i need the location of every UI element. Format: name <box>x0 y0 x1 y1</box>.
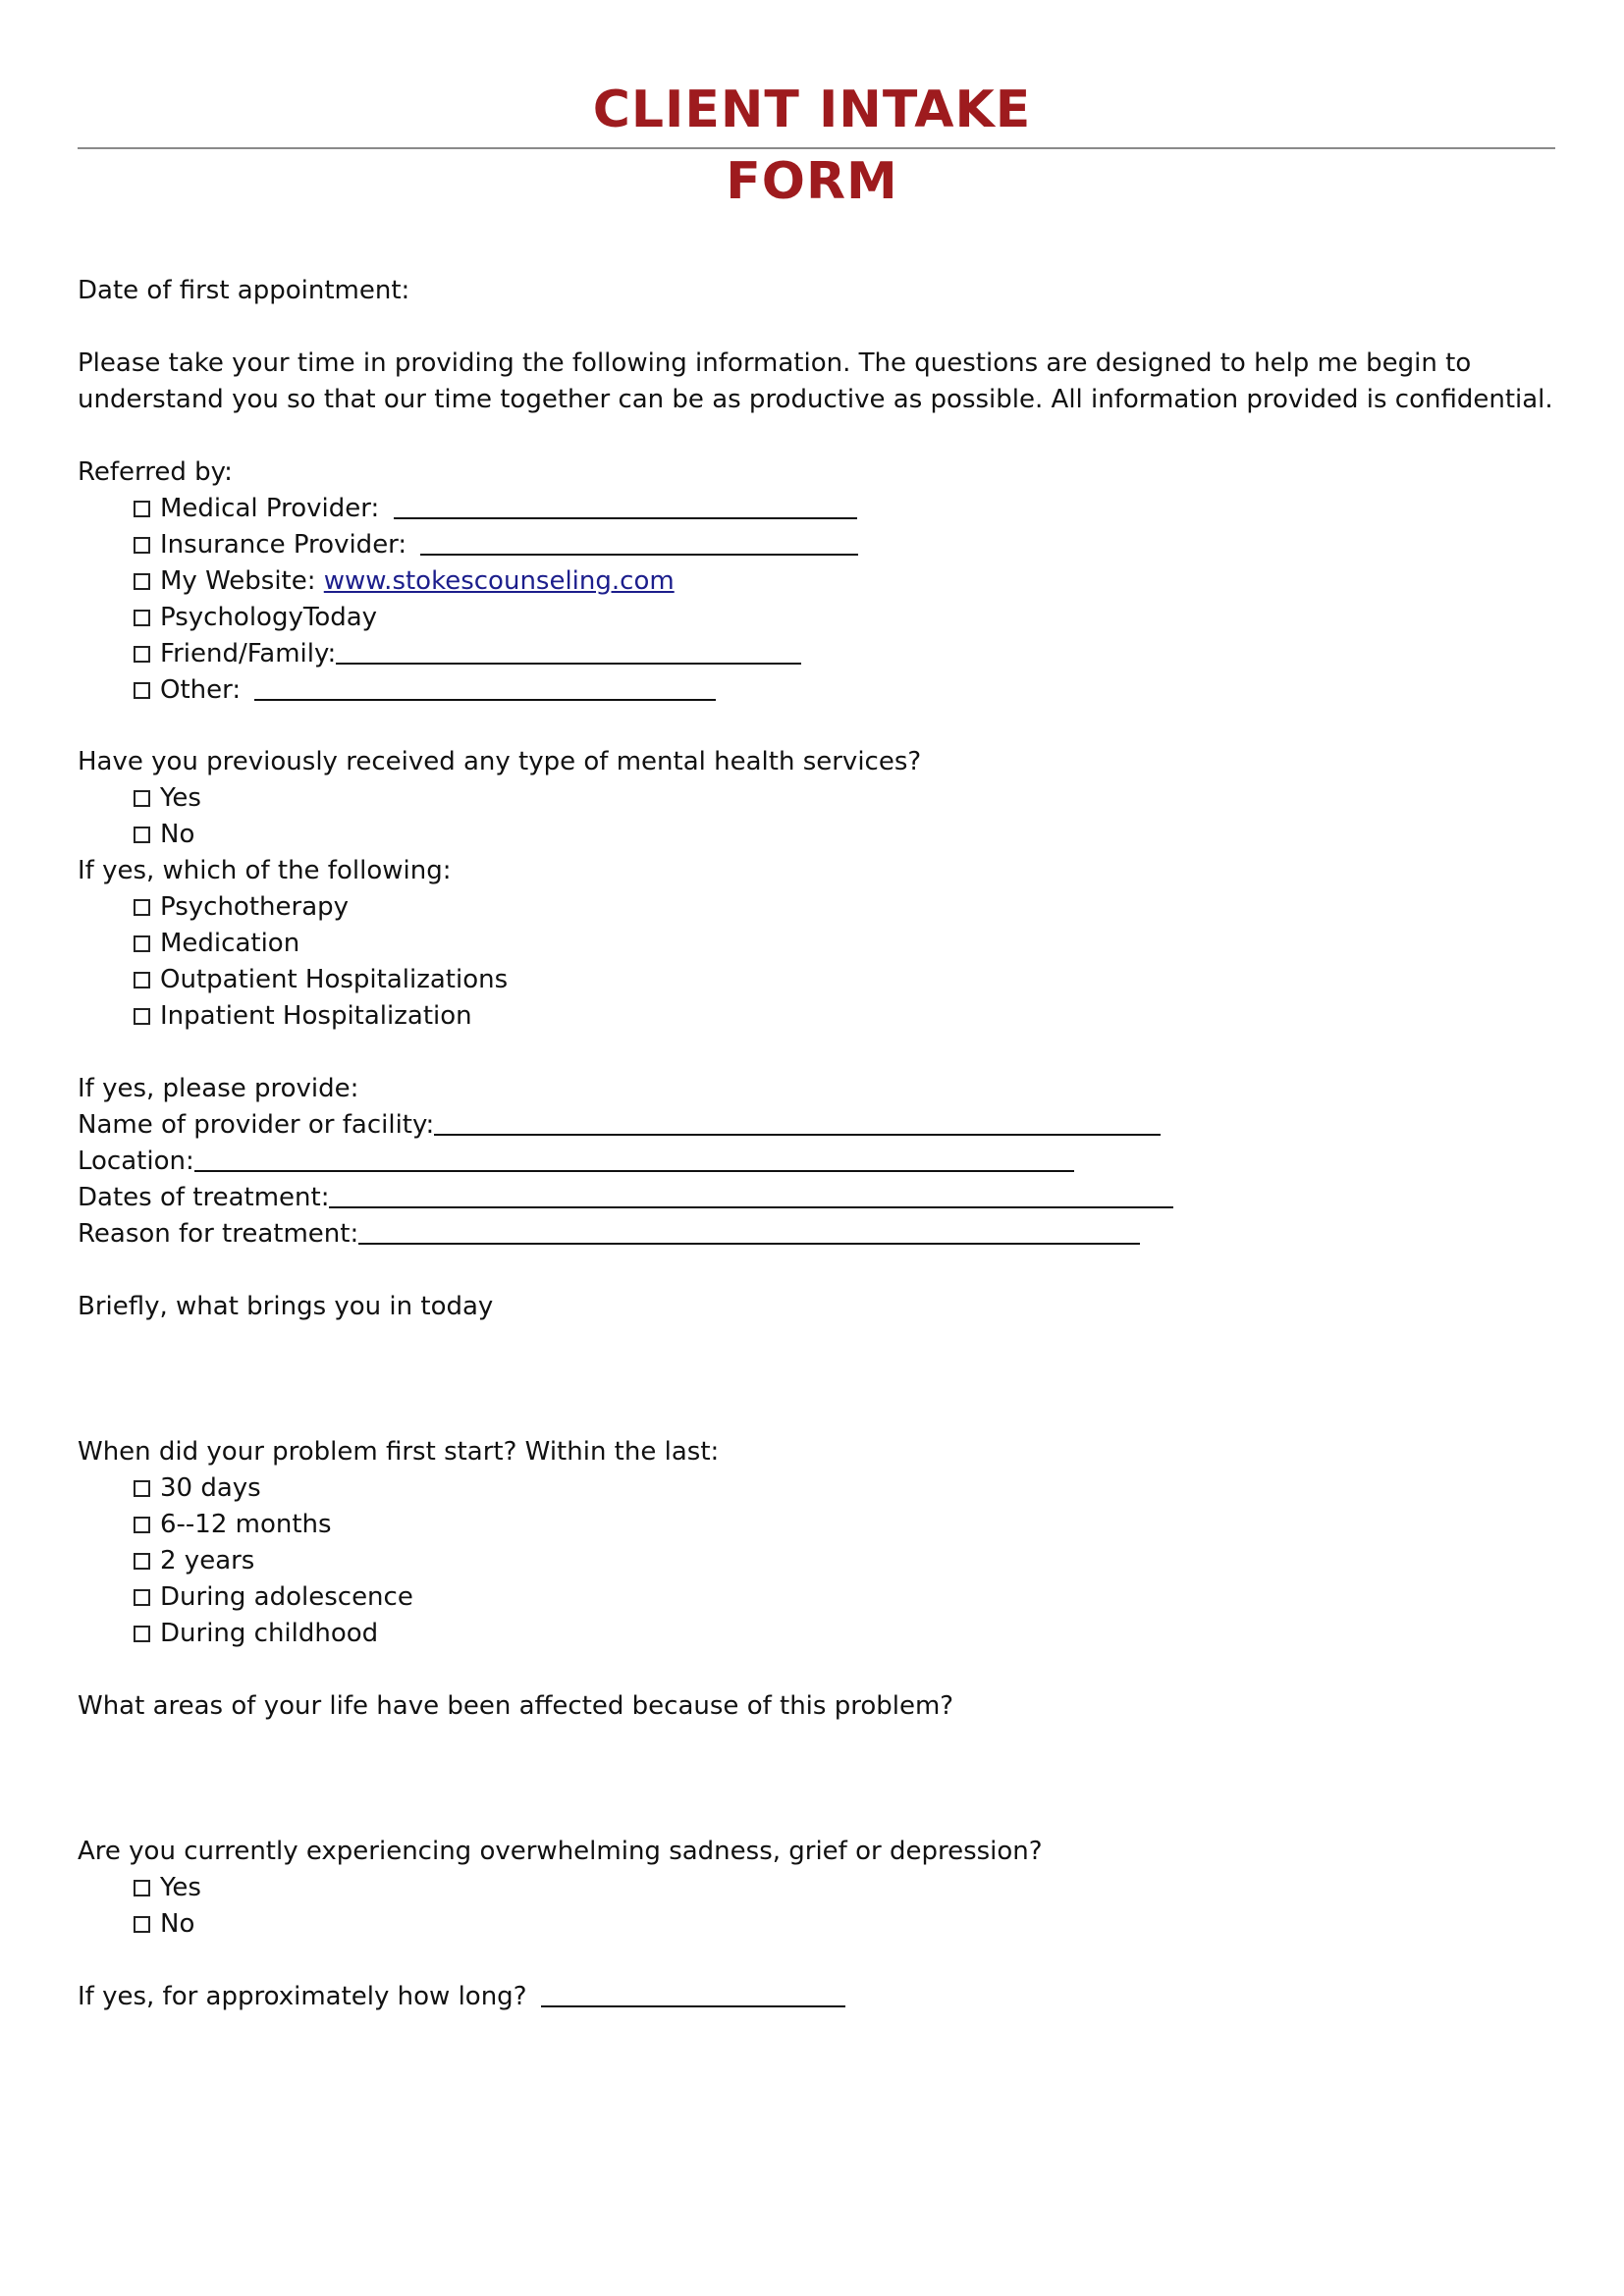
sadness-no-option <box>134 1906 194 1942</box>
referral-psychology-today-option <box>134 600 377 635</box>
start-6-12-months-checkbox[interactable] <box>134 1517 150 1533</box>
which-of-following-label: If yes, which of the following: <box>78 856 452 885</box>
medication-label: Medication <box>160 929 300 958</box>
how-long-row <box>78 1979 845 2014</box>
start-2-years-option <box>134 1543 254 1578</box>
insurance-provider-checkbox[interactable] <box>134 537 150 554</box>
start-childhood-checkbox[interactable] <box>134 1626 150 1642</box>
insurance-provider-label: Insurance Provider: <box>160 530 407 560</box>
form-title-line-1: CLIENT INTAKE <box>592 80 1032 139</box>
medication-option <box>134 926 299 961</box>
start-2-years-label: 2 years <box>160 1546 255 1575</box>
start-childhood-label: During childhood <box>160 1619 379 1648</box>
sadness-yes-option <box>134 1870 201 1905</box>
psychotherapy-checkbox[interactable] <box>134 899 150 916</box>
other-label: Other: <box>160 675 242 705</box>
other-checkbox[interactable] <box>134 682 150 699</box>
medication-checkbox[interactable] <box>134 935 150 952</box>
provider-name-field[interactable] <box>434 1108 1161 1136</box>
referral-other-option <box>134 672 716 708</box>
sadness-yes-checkbox[interactable] <box>134 1880 150 1896</box>
please-provide-label: If yes, please provide: <box>78 1074 359 1103</box>
psychotherapy-option <box>134 889 349 925</box>
start-2-years-checkbox[interactable] <box>134 1553 150 1570</box>
reason-for-treatment-label: Reason for treatment: <box>78 1219 359 1249</box>
previous-no-option <box>134 817 194 852</box>
start-adolescence-label: During adolescence <box>160 1582 413 1612</box>
intro-text-line-1: Please take your time in providing the following information. The questions are designed to help me begin to <box>78 348 1472 378</box>
referral-insurance-provider-option <box>134 527 858 562</box>
inpatient-label: Inpatient Hospitalization <box>160 1001 472 1031</box>
start-6-12-months-label: 6--12 months <box>160 1510 332 1539</box>
location-field[interactable] <box>194 1145 1074 1172</box>
how-long-label: If yes, for approximately how long? <box>78 1982 527 2011</box>
start-adolescence-option <box>134 1579 413 1615</box>
psychology-today-label: PsychologyToday <box>160 603 378 632</box>
areas-affected-question: What areas of your life have been affected because of this problem? <box>78 1691 954 1721</box>
other-field[interactable] <box>254 673 716 701</box>
insurance-provider-field[interactable] <box>420 528 858 556</box>
previous-no-checkbox[interactable] <box>134 827 150 843</box>
referral-website-option <box>134 563 675 599</box>
start-30-days-option <box>134 1470 261 1506</box>
intro-text-line-2: understand you so that our time together can be as productive as possible. All information provided is confidential. <box>78 385 1553 414</box>
previous-yes-checkbox[interactable] <box>134 790 150 807</box>
outpatient-checkbox[interactable] <box>134 972 150 988</box>
sadness-question: Are you currently experiencing overwhelming sadness, grief or depression? <box>78 1837 1043 1866</box>
outpatient-option <box>134 962 508 997</box>
medical-provider-checkbox[interactable] <box>134 501 150 517</box>
date-of-first-appointment-label: Date of first appointment: <box>78 276 410 305</box>
title-divider <box>78 147 1555 149</box>
reason-for-treatment-field[interactable] <box>358 1217 1140 1245</box>
website-checkbox[interactable] <box>134 573 150 590</box>
previous-yes-option <box>134 780 201 816</box>
location-row <box>78 1144 1074 1179</box>
dates-of-treatment-field[interactable] <box>329 1181 1173 1208</box>
inpatient-checkbox[interactable] <box>134 1008 150 1025</box>
previous-no-label: No <box>160 820 195 849</box>
reason-for-treatment-row <box>78 1216 1140 1252</box>
inpatient-option <box>134 998 472 1034</box>
friend-family-field[interactable] <box>336 637 801 665</box>
start-adolescence-checkbox[interactable] <box>134 1589 150 1606</box>
start-30-days-checkbox[interactable] <box>134 1480 150 1497</box>
medical-provider-label: Medical Provider: <box>160 494 380 523</box>
provider-name-row <box>78 1107 1161 1143</box>
psychotherapy-label: Psychotherapy <box>160 892 350 922</box>
start-childhood-option <box>134 1616 378 1651</box>
outpatient-label: Outpatient Hospitalizations <box>160 965 509 994</box>
previous-yes-label: Yes <box>160 783 201 813</box>
referral-medical-provider-option <box>134 491 857 526</box>
medical-provider-field[interactable] <box>394 492 857 519</box>
psychology-today-checkbox[interactable] <box>134 610 150 626</box>
dates-of-treatment-label: Dates of treatment: <box>78 1183 330 1212</box>
referral-friend-family-option <box>134 636 801 671</box>
sadness-no-checkbox[interactable] <box>134 1916 150 1933</box>
start-30-days-label: 30 days <box>160 1473 261 1503</box>
sadness-no-label: No <box>160 1909 195 1939</box>
problem-start-question: When did your problem first start? Within the last: <box>78 1437 720 1467</box>
what-brings-you-question: Briefly, what brings you in today <box>78 1292 494 1321</box>
location-label: Location: <box>78 1147 194 1176</box>
previous-services-question: Have you previously received any type of mental health services? <box>78 747 922 776</box>
how-long-field[interactable] <box>541 1980 845 2007</box>
start-6-12-months-option <box>134 1507 332 1542</box>
provider-name-label: Name of provider or facility: <box>78 1110 435 1140</box>
friend-family-checkbox[interactable] <box>134 646 150 663</box>
website-link[interactable]: www.stokescounseling.com <box>323 566 675 596</box>
form-title-line-2: FORM <box>726 152 898 211</box>
sadness-yes-label: Yes <box>160 1873 201 1902</box>
referred-by-label: Referred by: <box>78 457 233 487</box>
website-label: My Website: <box>160 566 316 596</box>
friend-family-label: Friend/Family: <box>160 639 337 668</box>
dates-of-treatment-row <box>78 1180 1173 1215</box>
